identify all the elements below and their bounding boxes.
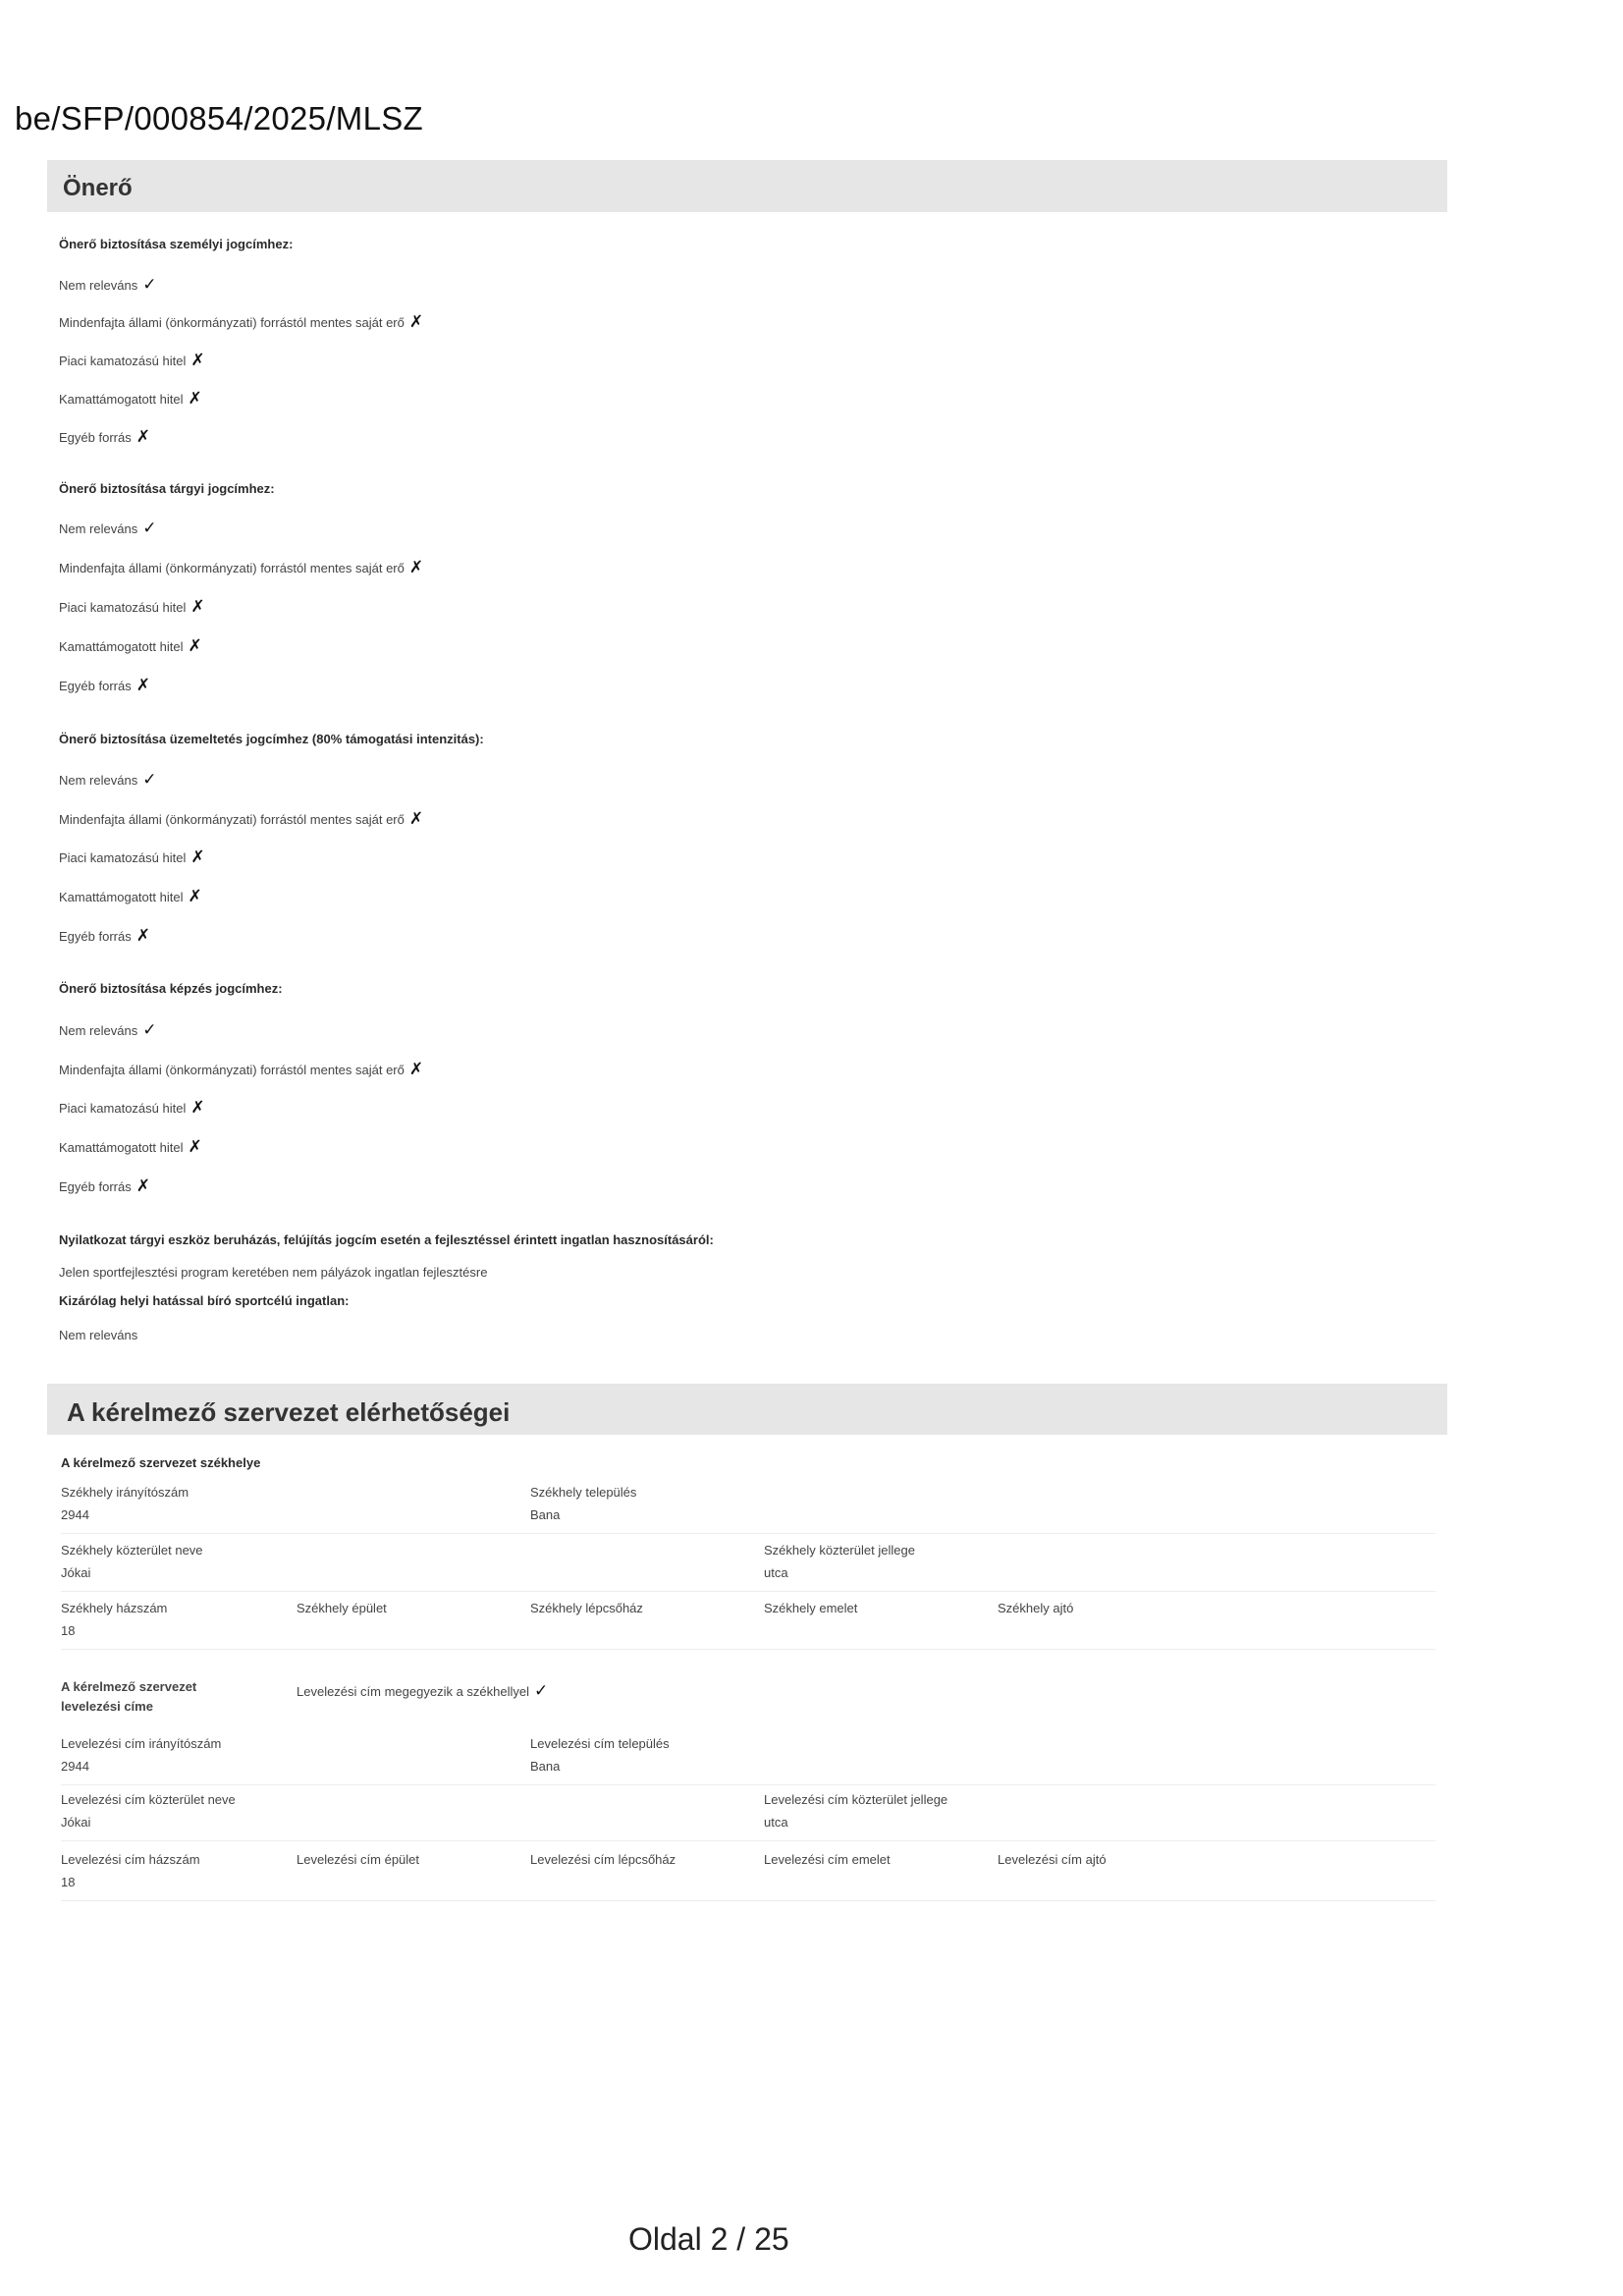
cross-icon: ✗	[190, 597, 205, 616]
list-item: Piaci kamatozású hitel ✗	[59, 847, 205, 866]
mail-row-3	[61, 1846, 1435, 1901]
cross-icon: ✗	[188, 887, 202, 905]
list-item: Mindenfajta állami (önkormányzati) forrástól mentes saját erő ✗	[59, 1060, 424, 1078]
mail-same-as-seat: Levelezési cím megegyezik a székhellyel ✓	[297, 1681, 549, 1700]
mail-house-field: Levelezési cím házszám 18	[61, 1852, 200, 1889]
cross-icon: ✗	[135, 1176, 150, 1195]
mail-floor-field: Levelezési cím emelet	[764, 1852, 891, 1867]
declaration-heading: Nyilatkozat tárgyi eszköz beruházás, felújítás jogcím esetén a fejlesztéssel érintett ingatlan hasznosításáról:	[59, 1232, 714, 1247]
section-title-contact: A kérelmező szervezet elérhetőségei	[67, 1397, 511, 1427]
list-item: Nem releváns ✓	[59, 770, 157, 789]
group-heading-operation: Önerő biztosítása üzemeltetés jogcímhez (80% támogatási intenzitás):	[59, 732, 484, 746]
cross-icon: ✗	[408, 1060, 424, 1078]
mail-door-field: Levelezési cím ajtó	[998, 1852, 1107, 1867]
mail-row-2	[61, 1786, 1435, 1841]
seat-row-1	[61, 1479, 1435, 1534]
seat-street-field: Székhely közterület neve Jókai	[61, 1543, 203, 1580]
cross-icon: ✗	[190, 847, 205, 866]
list-item: Nem releváns ✓	[59, 275, 157, 294]
seat-row-3	[61, 1595, 1435, 1650]
check-icon: ✓	[142, 275, 157, 294]
cross-icon: ✗	[408, 312, 424, 331]
cross-icon: ✗	[190, 351, 205, 369]
cross-icon: ✗	[188, 389, 202, 408]
check-icon: ✓	[142, 770, 157, 789]
list-item: Piaci kamatozású hitel ✗	[59, 351, 205, 369]
page-number: Oldal 2 / 25	[628, 2221, 789, 2257]
group-heading-training: Önerő biztosítása képzés jogcímhez:	[59, 981, 283, 996]
list-item: Egyéb forrás ✗	[59, 926, 150, 945]
section-header-contact	[47, 1384, 1447, 1435]
list-item: Piaci kamatozású hitel ✗	[59, 597, 205, 616]
mail-heading: A kérelmező szervezet levelezési címe	[61, 1679, 197, 1714]
mail-street-field: Levelezési cím közterület neve Jókai	[61, 1792, 236, 1830]
list-item: Egyéb forrás ✗	[59, 427, 150, 446]
cross-icon: ✗	[408, 809, 424, 828]
check-icon: ✓	[142, 519, 157, 537]
section-header-oneroe	[47, 160, 1447, 212]
seat-stair-field: Székhely lépcsőház	[530, 1601, 643, 1615]
list-item: Kamattámogatott hitel ✗	[59, 887, 202, 905]
cross-icon: ✗	[188, 636, 202, 655]
list-item: Kamattámogatott hitel ✗	[59, 636, 202, 655]
list-item: Piaci kamatozású hitel ✗	[59, 1098, 205, 1117]
seat-zip-field: Székhely irányítószám 2944	[61, 1485, 189, 1522]
cross-icon: ✗	[408, 558, 424, 576]
seat-door-field: Székhely ajtó	[998, 1601, 1074, 1615]
seat-row-2	[61, 1537, 1435, 1592]
check-icon: ✓	[534, 1681, 549, 1700]
cross-icon: ✗	[188, 1137, 202, 1156]
cross-icon: ✗	[135, 676, 150, 694]
cross-icon: ✗	[135, 926, 150, 945]
list-item: Egyéb forrás ✗	[59, 676, 150, 694]
declaration-text: Jelen sportfejlesztési program keretében nem pályázok ingatlan fejlesztésre	[59, 1265, 488, 1280]
seat-city-field: Székhely település Bana	[530, 1485, 637, 1522]
list-item: Mindenfajta állami (önkormányzati) forrástól mentes saját erő ✗	[59, 558, 424, 576]
mail-city-field: Levelezési cím település Bana	[530, 1736, 670, 1774]
list-item: Nem releváns ✓	[59, 519, 157, 537]
list-item: Kamattámogatott hitel ✗	[59, 1137, 202, 1156]
seat-heading: A kérelmező szervezet székhelye	[61, 1455, 261, 1470]
check-icon: ✓	[142, 1020, 157, 1039]
document-id: be/SFP/000854/2025/MLSZ	[15, 100, 423, 137]
local-property-value: Nem releváns	[59, 1328, 138, 1342]
section-title-oneroe: Önerő	[63, 175, 133, 201]
list-item: Kamattámogatott hitel ✗	[59, 389, 202, 408]
seat-house-field: Székhely házszám 18	[61, 1601, 168, 1638]
list-item: Mindenfajta állami (önkormányzati) forrástól mentes saját erő ✗	[59, 312, 424, 331]
mail-row-1	[61, 1730, 1435, 1785]
cross-icon: ✗	[135, 427, 150, 446]
mail-street-type-field: Levelezési cím közterület jellege utca	[764, 1792, 948, 1830]
list-item: Mindenfajta állami (önkormányzati) forrástól mentes saját erő ✗	[59, 809, 424, 828]
mail-stair-field: Levelezési cím lépcsőház	[530, 1852, 676, 1867]
local-property-heading: Kizárólag helyi hatással bíró sportcélú ingatlan:	[59, 1293, 350, 1308]
mail-building-field: Levelezési cím épület	[297, 1852, 420, 1867]
mail-zip-field: Levelezési cím irányítószám 2944	[61, 1736, 222, 1774]
list-item: Egyéb forrás ✗	[59, 1176, 150, 1195]
group-heading-personal: Önerő biztosítása személyi jogcímhez:	[59, 237, 294, 251]
seat-street-type-field: Székhely közterület jellege utca	[764, 1543, 915, 1580]
seat-building-field: Székhely épület	[297, 1601, 387, 1615]
seat-floor-field: Székhely emelet	[764, 1601, 858, 1615]
cross-icon: ✗	[190, 1098, 205, 1117]
group-heading-material: Önerő biztosítása tárgyi jogcímhez:	[59, 481, 275, 496]
list-item: Nem releváns ✓	[59, 1020, 157, 1039]
